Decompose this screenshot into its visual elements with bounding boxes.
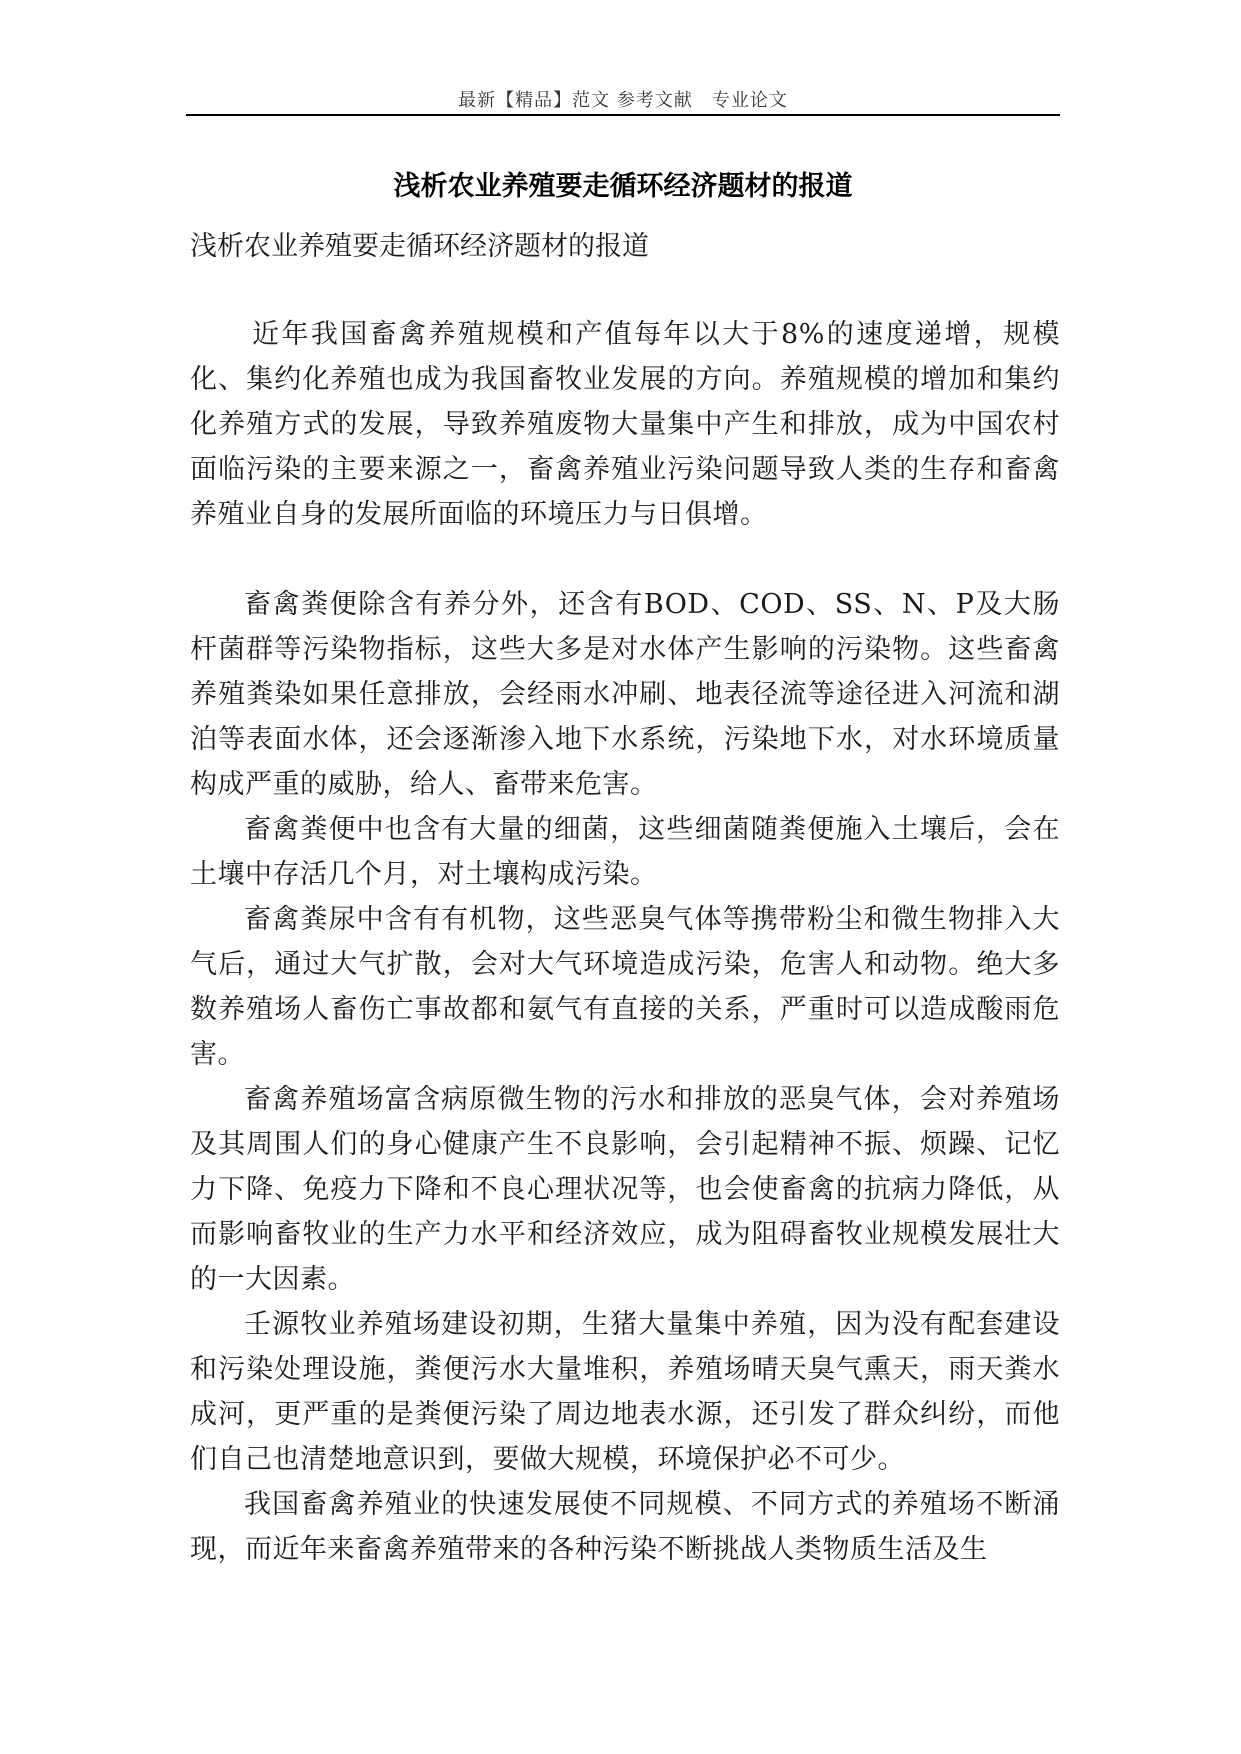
paragraph-3: 畜禽粪便中也含有大量的细菌，这些细菌随粪便施入土壤后，会在土壤中存活几个月，对土壤构成污染。: [190, 814, 1060, 890]
paragraph-6: 壬源牧业养殖场建设初期，生猪大量集中养殖，因为没有配套建设和污染处理设施，粪便污水大量堆积，养殖场晴天臭气熏天，雨天粪水成河，更严重的是粪便污染了周边地表水源，还引发了群众纠纷，而他们自己也清楚地意识到，要做大规模，环境保护必不可少。: [190, 1309, 1060, 1475]
document-subtitle: 浅析农业养殖要走循环经济题材的报道: [190, 231, 649, 262]
body-text: [190, 312, 1060, 1572]
paragraph-5: 畜禽养殖场富含病原微生物的污水和排放的恶臭气体，会对养殖场及其周围人们的身心健康产生不良影响，会引起精神不振、烦躁、记忆力下降、免疫力下降和不良心理状况等，也会使畜禽的抗病力降低，从而影响畜牧业的生产力水平和经济效应，成为阻碍畜牧业规模发展壮大的一大因素。: [190, 1084, 1060, 1295]
paragraph-7: 我国畜禽养殖业的快速发展使不同规模、不同方式的养殖场不断涌现，而近年来畜禽养殖带来的各种污染不断挑战人类物质生活及生: [190, 1489, 1060, 1565]
running-header: 最新【精品】范文 参考文献 专业论文: [458, 90, 788, 111]
header-divider: [186, 114, 1060, 116]
paragraph-2: 畜禽粪便除含有养分外，还含有BOD、COD、SS、N、P及大肠杆菌群等污染物指标，这些大多是对水体产生影响的污染物。这些畜禽养殖粪染如果任意排放，会经雨水冲刷、地表径流等途径进入河流和湖泊等表面水体，还会逐渐渗入地下水系统，污染地下水，对水环境质量构成严重的威胁，给人、畜带来危害。: [190, 589, 1060, 800]
paragraph-4: 畜禽粪尿中含有有机物，这些恶臭气体等携带粉尘和微生物排入大气后，通过大气扩散，会对大气环境造成污染，危害人和动物。绝大多数养殖场人畜伤亡事故都和氨气有直接的关系，严重时可以造成酸雨危害。: [190, 904, 1060, 1070]
document-title: 浅析农业养殖要走循环经济题材的报道: [393, 171, 853, 202]
paragraph-1: 近年我国畜禽养殖规模和产值每年以大于8%的速度递增，规模化、集约化养殖也成为我国畜牧业发展的方向。养殖规模的增加和集约化养殖方式的发展，导致养殖废物大量集中产生和排放，成为中国农村面临污染的主要来源之一，畜禽养殖业污染问题导致人类的生存和畜禽养殖业自身的发展所面临的环境压力与日俱增。: [190, 319, 1060, 530]
